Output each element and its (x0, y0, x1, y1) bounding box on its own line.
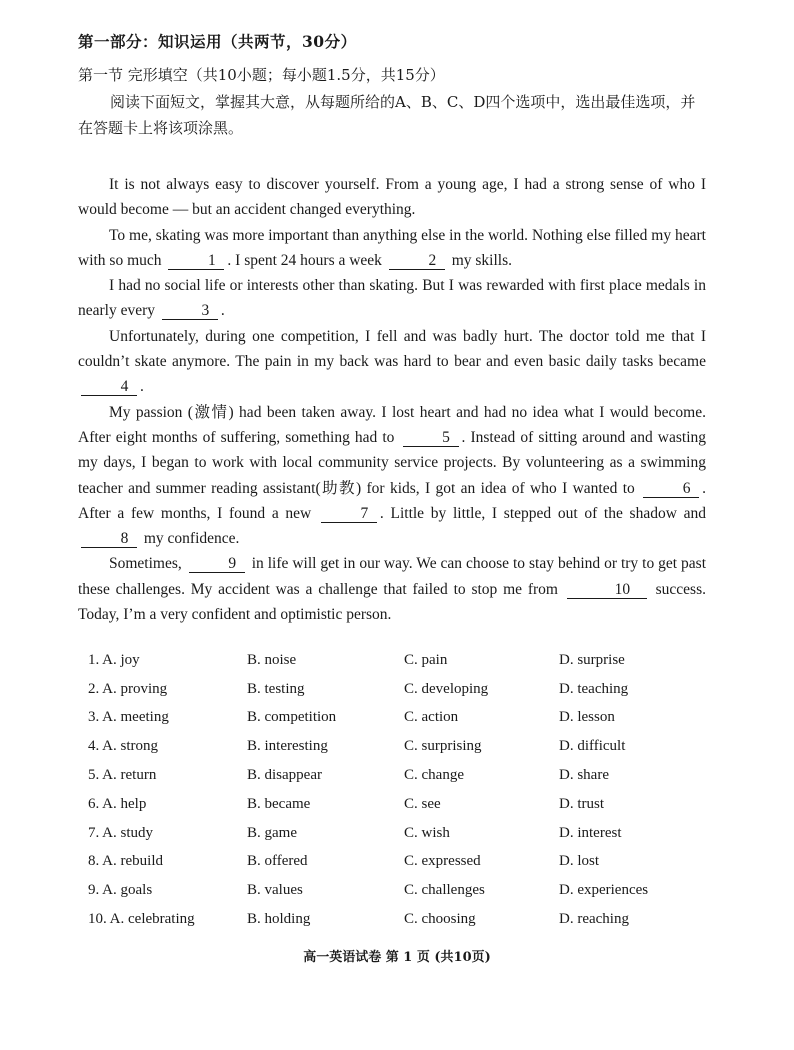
blank-7: 7 (321, 506, 377, 523)
option-a: 9. A. goals (88, 882, 153, 899)
blank-6: 6 (643, 481, 699, 498)
option-d: D. reaching (559, 911, 629, 928)
answer-options (88, 646, 708, 934)
passage-text: . I spent 24 hours a week (227, 251, 382, 269)
paragraph-3 (78, 273, 706, 324)
passage-text: To me, skating was more important than anything else in the world. Nothing else filled my heart with so much (78, 226, 706, 269)
option-a: 3. A. meeting (88, 709, 169, 726)
option-d: D. experiences (559, 882, 649, 899)
passage-text: . After a few months, I found a new (78, 479, 707, 522)
passage-text: success. Today, I’m a very confident and optimistic person. (78, 580, 707, 624)
paragraph-2 (78, 223, 706, 274)
option-c: C. developing (404, 680, 489, 697)
option-b: B. offered (247, 853, 308, 870)
option-row (88, 848, 708, 877)
option-d: D. interest (559, 824, 622, 841)
option-a: 6. A. help (88, 795, 147, 812)
passage-text: my confidence. (143, 530, 240, 548)
blank-2: 2 (389, 253, 445, 270)
option-b: B. game (247, 824, 297, 841)
option-a: 1. A. joy (88, 651, 140, 668)
blank-10: 10 (567, 582, 647, 599)
option-b: B. holding (247, 911, 311, 928)
option-c: C. wish (404, 824, 450, 841)
option-c: C. pain (404, 651, 448, 668)
passage-text: I had no social life or interests other than skating. But I was rewarded with first place medals in nearly every (78, 277, 706, 320)
blank-9: 9 (189, 556, 245, 573)
page-footer: 高一英语试卷 第 1 页 (共10页) (303, 950, 491, 965)
section-title: 第一节 完形填空（共10小题；每小题1.5分，共15分） (78, 66, 445, 84)
option-a: 2. A. proving (88, 680, 168, 697)
option-c: C. change (404, 767, 464, 784)
passage-text: My passion (激情) had been taken away. I lost heart and had no idea what I would become. After eight months of suffering, something had to (78, 403, 706, 446)
option-d: D. lesson (559, 709, 615, 726)
blank-1: 1 (168, 253, 224, 270)
option-c: C. surprising (404, 738, 482, 755)
paragraph-5 (78, 400, 706, 552)
option-row (88, 675, 708, 704)
option-c: C. action (404, 709, 459, 726)
passage-text: Sometimes, (109, 555, 182, 573)
option-b: B. competition (247, 709, 337, 726)
option-c: C. challenges (404, 882, 485, 899)
blank-4: 4 (81, 379, 137, 396)
option-d: D. share (559, 767, 609, 784)
passage-text: . Little by little, I stepped out of the shadow and (379, 504, 706, 522)
passage-text: . (220, 302, 225, 320)
option-b: B. interesting (247, 738, 328, 755)
option-c: C. see (404, 795, 441, 812)
option-row (88, 819, 708, 848)
option-d: D. trust (559, 795, 604, 812)
passage-text: . Instead of sitting around and wasting my days, I began to work with local community service projects. By volunteering as a swimming teacher and summer reading assistant(助教) for kids, I got an idea of who I wanted to (78, 428, 706, 497)
blank-5: 5 (403, 430, 459, 447)
option-b: B. values (247, 882, 303, 899)
option-row (88, 876, 708, 905)
blank-3: 3 (162, 303, 218, 320)
cloze-passage (78, 172, 706, 627)
passage-text: . (140, 378, 144, 396)
option-b: B. noise (247, 651, 297, 668)
option-row (88, 905, 708, 934)
option-b: B. became (247, 795, 311, 812)
option-b: B. testing (247, 680, 305, 697)
option-c: C. expressed (404, 853, 481, 870)
passage-text: my skills. (451, 251, 512, 269)
option-a: 10. A. celebrating (88, 911, 195, 928)
option-a: 8. A. rebuild (88, 853, 163, 870)
passage-text: in life will get in our way. We can choose to stay behind or try to get past these challenges. My accident was a challenge that failed to stop me from (78, 555, 707, 598)
option-row (88, 646, 708, 675)
paragraph-1: It is not always easy to discover yourself. From a young age, I had a strong sense of who I would become — but an accident changed everything. (78, 176, 706, 219)
option-row (88, 732, 708, 761)
part-title: 第一部分：知识运用（共两节，30分） (78, 32, 357, 51)
blank-8: 8 (81, 531, 137, 548)
instruction-text: 阅读下面短文，掌握其大意，从每题所给的A、B、C、D四个选项中，选出最佳选项，并在答题卡上将该项涂黑。 (78, 93, 696, 137)
paragraph-4 (78, 324, 706, 400)
passage-text: Unfortunately, during one competition, I fell and was badly hurt. The doctor told me that I couldn’t skate anymore. The pain in my back was hard to bear and even basic daily tasks became (78, 327, 706, 371)
option-d: D. teaching (559, 680, 629, 697)
option-row (88, 790, 708, 819)
option-c: C. choosing (404, 911, 476, 928)
option-a: 4. A. strong (88, 738, 159, 755)
option-b: B. disappear (247, 767, 322, 784)
option-a: 7. A. study (88, 824, 154, 841)
paragraph-6 (78, 551, 706, 627)
option-row (88, 704, 708, 733)
option-a: 5. A. return (88, 767, 157, 784)
option-d: D. surprise (559, 651, 625, 668)
option-d: D. lost (559, 853, 600, 870)
option-d: D. difficult (559, 738, 626, 755)
option-row (88, 761, 708, 790)
